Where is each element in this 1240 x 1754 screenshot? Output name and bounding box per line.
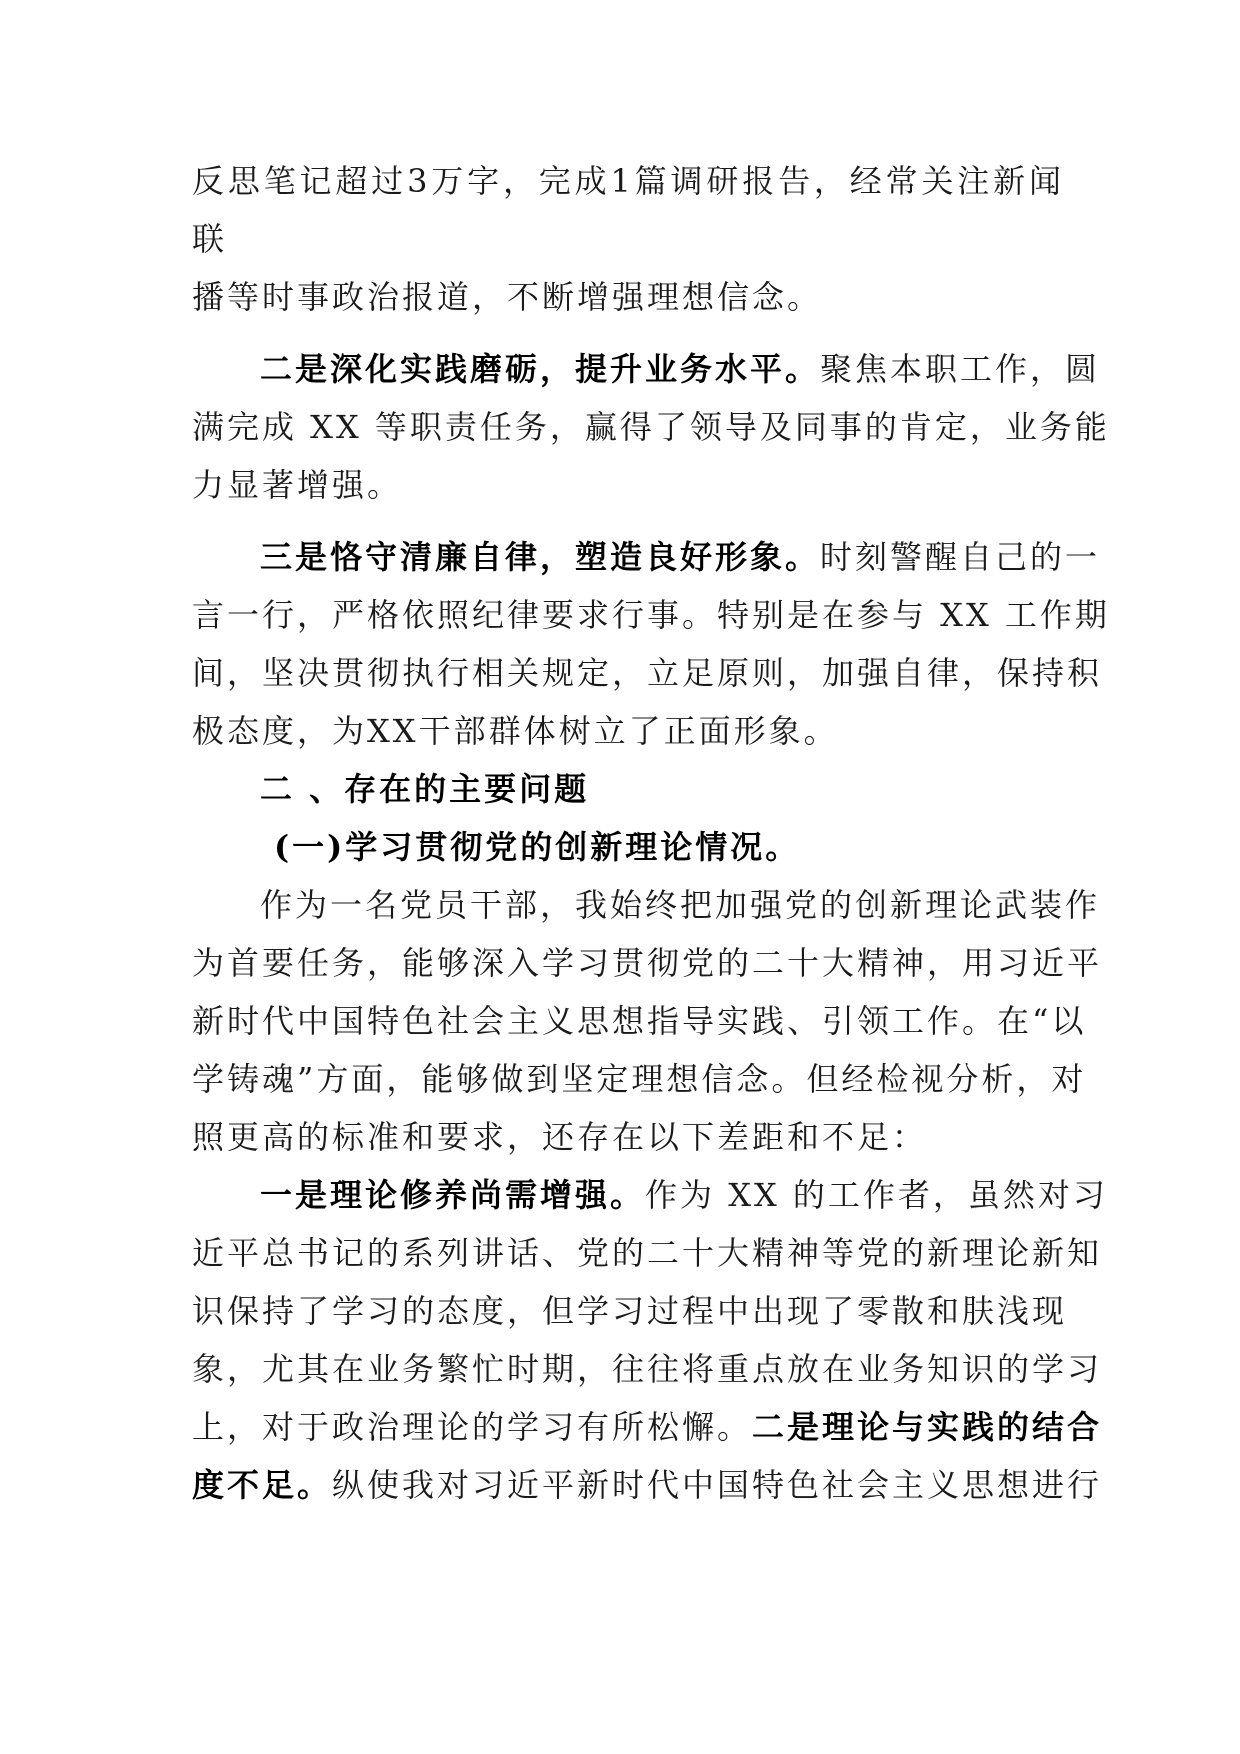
- bold-lead: 一是理论修养尚需增强。: [260, 1176, 646, 1214]
- text-line: 作为一名党员干部，我始终把加强党的创新理论武装作: [260, 886, 1101, 924]
- text-line: [192, 1456, 1103, 1514]
- subsection-heading-text: (一)学习贯彻党的创新理论情况。: [274, 828, 801, 866]
- text-line: 力显著增强。: [192, 466, 403, 504]
- text-line: 为首要任务，能够深入学习贯彻党的二十大精神，用习近平: [192, 944, 1103, 982]
- text-line: 学铸魂”方面，能够做到坚定理想信念。但经检视分析，对: [192, 1060, 1087, 1098]
- text-line: 照更高的标准和要求，还存在以下差距和不足：: [192, 1118, 928, 1156]
- text-run: 纵使我对习近平新时代中国特色社会主义思想进行: [332, 1466, 1103, 1504]
- text-line: [192, 340, 1101, 398]
- text-run: 时刻警醒自己的一: [820, 538, 1101, 576]
- text-line: [192, 528, 1101, 586]
- text-line: 联: [192, 220, 228, 258]
- text-line: 识保持了学习的态度，但学习过程中出现了零散和肤浅现: [192, 1292, 1068, 1330]
- paragraph-study-notes: [192, 152, 1064, 326]
- paragraph-shortcomings: [192, 1166, 1108, 1514]
- text-line: 近平总书记的系列讲话、党的二十大精神等党的新理论新知: [192, 1234, 1103, 1272]
- text-line: [192, 1398, 1103, 1456]
- section-heading: [192, 760, 1064, 818]
- text-line: 极态度，为XX干部群体树立了正面形象。: [192, 712, 839, 750]
- text-line: 新时代中国特色社会主义思想指导实践、引领工作。在“以: [192, 1002, 1087, 1040]
- text-line: 满完成 XX 等职责任务，赢得了领导及同事的肯定，业务能: [192, 408, 1110, 446]
- section-heading-text: 二 、存在的主要问题: [260, 770, 590, 808]
- text-run: 作为 XX 的工作者，虽然对习: [645, 1176, 1108, 1214]
- bold-lead: 三是恪守清廉自律，塑造良好形象。: [260, 538, 821, 576]
- paragraph-theory-intro: [192, 876, 1103, 1166]
- text-line: 播等时事政治报道，不断增强理想信念。: [192, 278, 823, 316]
- bold-lead: 度不足。: [192, 1466, 333, 1504]
- text-run: 上，对于政治理论的学习有所松懈。: [192, 1408, 753, 1446]
- document-body: [192, 152, 1110, 1514]
- bold-lead: 二是理论与实践的结合: [752, 1408, 1103, 1446]
- text-line: 反思笔记超过3万字，完成1篇调研报告，经常关注新闻: [192, 162, 1064, 200]
- text-line: 言一行，严格依照纪律要求行事。特别是在参与 XX 工作期: [192, 596, 1110, 634]
- text-line: [192, 1166, 1108, 1224]
- text-line: 间，坚决贯彻执行相关规定，立足原则，加强自律，保持积: [192, 654, 1103, 692]
- paragraph-integrity: [192, 528, 1110, 760]
- paragraph-practice: [192, 340, 1110, 514]
- text-line: 象，尤其在业务繁忙时期，往往将重点放在业务知识的学习: [192, 1350, 1103, 1388]
- text-run: 聚焦本职工作，圆: [820, 350, 1101, 388]
- bold-lead: 二是深化实践磨砺，提升业务水平。: [260, 350, 821, 388]
- subsection-heading: [192, 818, 1064, 876]
